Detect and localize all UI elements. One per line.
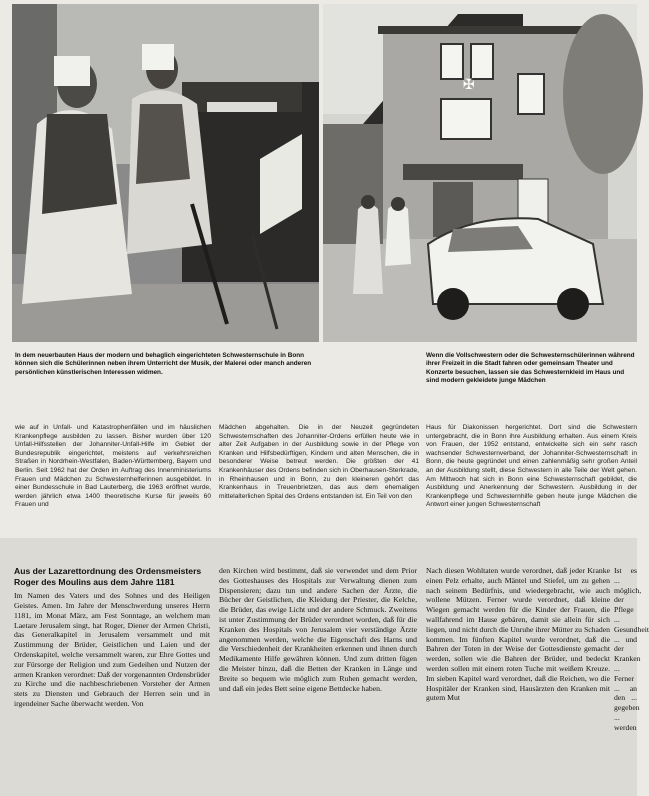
- box-column-4: Ist es ... möglich, der Pflege ... Gesundheit ... und der Kranken ... Ferner ... an den ... gegeben ... werden: [614, 566, 649, 732]
- caption-left: In dem neuerbauten Haus der modern und behaglich eingerichteten Schwesternschule in Bonn können sich die Schülerinnen neben ihrem Unterricht der Musik, der Malerei oder manch anderen persönlichen künstlerischen Interessen widmen.: [15, 352, 312, 376]
- svg-text:✠: ✠: [463, 77, 475, 93]
- photo-nurses-music: [12, 4, 319, 342]
- box-column-2: den Kirchen wird bestimmt, daß sie verwendet und dem Prior des Gotteshauses des Hospitals zur Verwaltung dienen zum Dispensieren; dazu tun und andere Sachen der Ärzte, die Bücher der Geistlichen, die Kleidung der Priester, die Kelche, die Brüder, das ewige Licht und der andere Schmuck. Zweitens ist unter Zustimmung der Brüder verordnet worden, daß für die Kranken des Hospitals von Jerusalem vier verständige Ärzte angenommen werden, welche die Eigenschaft des Harns und die Verschiedenheit der Krankheiten erkennen und ihnen durch Medikamente Hilfe gewähren können. Und zum dritten fügen die Meister hinzu, daß die Betten der Kranken in Länge und Breite so bequem wie möglich zum Ruhen gemacht werden, und daß ein jedes Bett seine eigene Bettdecke haben.: [219, 566, 417, 693]
- body-column-3: Haus für Diakonissen hergerichtet. Dort sind die Schwestern untergebracht, die in Bonn ihre Ausbildung erhalten. Aus einem Kreis von Frauen, der 1952 entstand, entwickelte sich ein sehr rasch wachsender Schwesternverband, der Johanniter-Schwesternschaft in Bonn, die heute gegründet und einen zahlenmäßig sehr großen Anteil an der Ausbildung stellt, diese Schwestern in alle Teile der Welt gehen. Am Mittwoch hat sich in Bonn eine Schwesternschaft gebildet, die Ausbildung und Anerkennung der Schwestern. Ausbildung in der Krankenpflege und Schwesternhilfe geben heute junge Mädchen die Antwort einer jungen Schwesternschaft: [426, 424, 637, 509]
- box-heading: Aus der Lazarettordnung des Ordensmeisters Roger des Moulins aus dem Jahre 1181: [14, 566, 202, 587]
- photo-house-car-image: [323, 4, 637, 342]
- box-column-3: Nach diesen Wohltaten wurde verordnet, daß jeder Kranke einen Pelz erhalte, auch Mäntel und Stiefel, um zu gehen nach seinem Bedürfnis, und wiedergebracht, wie auch wollene Mützen. Ferner wurde verordnet, daß kleine Wiegen gemacht werden für die Kinder der Frauen, die wallfahrend im Hause gebären, damit sie allein für sich liegen, und nicht durch die Unruhe ihrer Mütter zu Schaden kommen. Im fünften Kapitel wurde verordnet, daß die Bahren der Toten in der Weise der Gottesdienste gemacht werden, sollen wie die Bahren der Brüder, und bedeckt werden sollen mit einem roten Tuche mit weißem Kreuze. Im sieben Kapitel ward verordnet, daß die Reichen, wo die Hospitäler der Kranken sind, Hausärzten den Kranken mit gutem Mut: [426, 566, 610, 703]
- caption-right: Wenn die Vollschwestern oder die Schwesternschülerinnen während ihrer Freizeit in die Stadt fahren oder gemeinsam Theater und Konzerte besuchen, lassen sie das Schwesternkleid im Haus und sind modern gekleidete junge Mädchen: [426, 352, 635, 384]
- lazarettordnung-box: [0, 538, 649, 796]
- box-column-1: [14, 566, 210, 794]
- photo-nurses-music-image: [12, 4, 319, 342]
- body-column-2: Mädchen abgehalten. Die in der Neuzeit gegründeten Schwesternschaften des Johanniter-Ordens erfüllen heute wie in alter Zeit Aufgaben in der Ausbildung sowie in der Pflege von Kranken und Hilfsbedürftigen, Kindern und alten Menschen, die in besonderer Weise betreut werden. Die größten der 41 Krankenhäuser des Ordens befinden sich in Oberhausen-Sterkrade, in Rheinhausen und in Bonn, zu den kleineren gehört das Krankenhaus in Treuenbrietzen, das aus dem ehemaligen mittelalterlichen Spital des Ordens entstanden ist. Ein Teil von den: [219, 424, 419, 500]
- body-column-1: wie auf in Unfall- und Katastrophenfällen und im häuslichen Krankenpflege ausbilden zu lassen. Bisher wurden über 120 Unfall-Hilfsstellen der Johanniter-Unfall-Hilfe im Gebiet der Bundesrepublik eingerichtet, meistens auf verkehrsreichen Straßen in Nordrhein-Westfalen, Baden-Württemberg, Bayern und Berlin. Seit 1962 hat der Orden im Auftrag des Innenministeriums Frauen und Mädchen zu Schwesternhelferinnen ausgebildet. In einer Bundesschule in Bad Lauterberg, die 1963 eröffnet wurde, werden jährlich etwa 1400 theoretische Kurse für jeweils 60 Frauen und: [15, 424, 211, 509]
- box-column-1-text: Im Namen des Vaters und des Sohnes und des Heiligen Geistes. Amen. Im Jahre der Menschwerdung unseres Herrn 1181, im Monat März, am Fest Sonntage, an welchem man Laetare Jerusalem singt, hat Roger, Diener der Armen Christi, das Generalkapitel in Jerusalem versammelt und mit Zustimmung der Brüder, Geistlichen und Laien und der Ordenskapitel, welche versammelt waren, zur Ehre Gottes und zur Fürsorge der Religion und zum Gedeihen und Nutzen der armen Kranken verordnet: Daß der vorgenannten Ordensbrüder zu Kirche und die nachbeschriebenen Vorsteher der Armen stets zu Diensten und Gebrauch der Herren sein und in irgendeiner Sache überwacht werden. Von: [14, 591, 210, 708]
- photo-house-car: [323, 4, 637, 342]
